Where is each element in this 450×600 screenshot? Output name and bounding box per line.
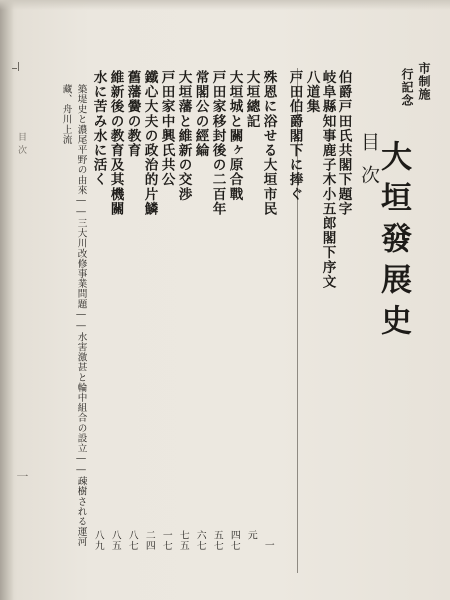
toc-entry: 舊藩黌の教育 xyxy=(124,70,141,158)
page-number: 一七 xyxy=(160,530,172,551)
margin-tick xyxy=(12,68,17,69)
toc-entry: 大垣藩と維新の交渉 xyxy=(175,70,192,202)
toc-entry: 水に苦み水に活く xyxy=(90,70,107,187)
margin-mark xyxy=(18,62,19,71)
toc-sub-entry: 築堤史と濃尾平野の由來――三大川改修事業問題――水害激甚と輪中組合の設立――疎樹される運河 xyxy=(75,84,87,547)
toc-entry: 岐阜縣知事鹿子木小五郎閣下序文 xyxy=(319,70,336,289)
page-number: 一 xyxy=(262,540,274,551)
page-number: 七五 xyxy=(177,530,189,551)
toc-heading: 目次 xyxy=(358,132,380,198)
running-page-number: 一 xyxy=(15,470,29,486)
binding-shadow xyxy=(0,0,14,600)
toc-entry: 鐵心大夫の政治的片鱗 xyxy=(141,70,158,216)
toc-entry: 維新後の教育及其機關 xyxy=(107,70,124,216)
page-number: 元 xyxy=(245,530,257,541)
page-number: 四七 xyxy=(228,530,240,551)
page-number: 五七 xyxy=(211,530,223,551)
page-number: 八七 xyxy=(126,530,138,551)
page-number: 六七 xyxy=(194,530,206,551)
toc-entry: 殊恩に浴せる大垣市民 xyxy=(260,70,277,216)
page-number: 二四 xyxy=(143,530,155,551)
publisher-line-1: 市制施 xyxy=(417,62,431,101)
top-edge-shadow xyxy=(0,0,450,10)
book-title: 大垣發展史 xyxy=(375,140,411,345)
publisher-line-2: 行記念 xyxy=(400,68,414,107)
toc-entry: 八道集 xyxy=(303,70,320,114)
page-number: 八五 xyxy=(109,530,121,551)
toc-entry: 戸田伯爵閣下に捧ぐ xyxy=(286,70,303,202)
toc-sub-entry: 藏、舟川上流 xyxy=(60,84,72,145)
toc-entry: 伯爵戸田氏共閣下題字 xyxy=(335,70,352,216)
toc-entry: 戸田家中興氏共公 xyxy=(158,70,175,187)
toc-entry: 大垣總記 xyxy=(243,70,260,129)
page-number: 八九 xyxy=(92,530,104,551)
toc-entry: 常閣公の經綸 xyxy=(192,70,209,158)
running-head: 目次 xyxy=(16,132,26,158)
toc-entry: 戸田家移封後の二百年 xyxy=(209,70,226,216)
toc-entry: 大垣城と關ヶ原合戰 xyxy=(226,70,243,202)
